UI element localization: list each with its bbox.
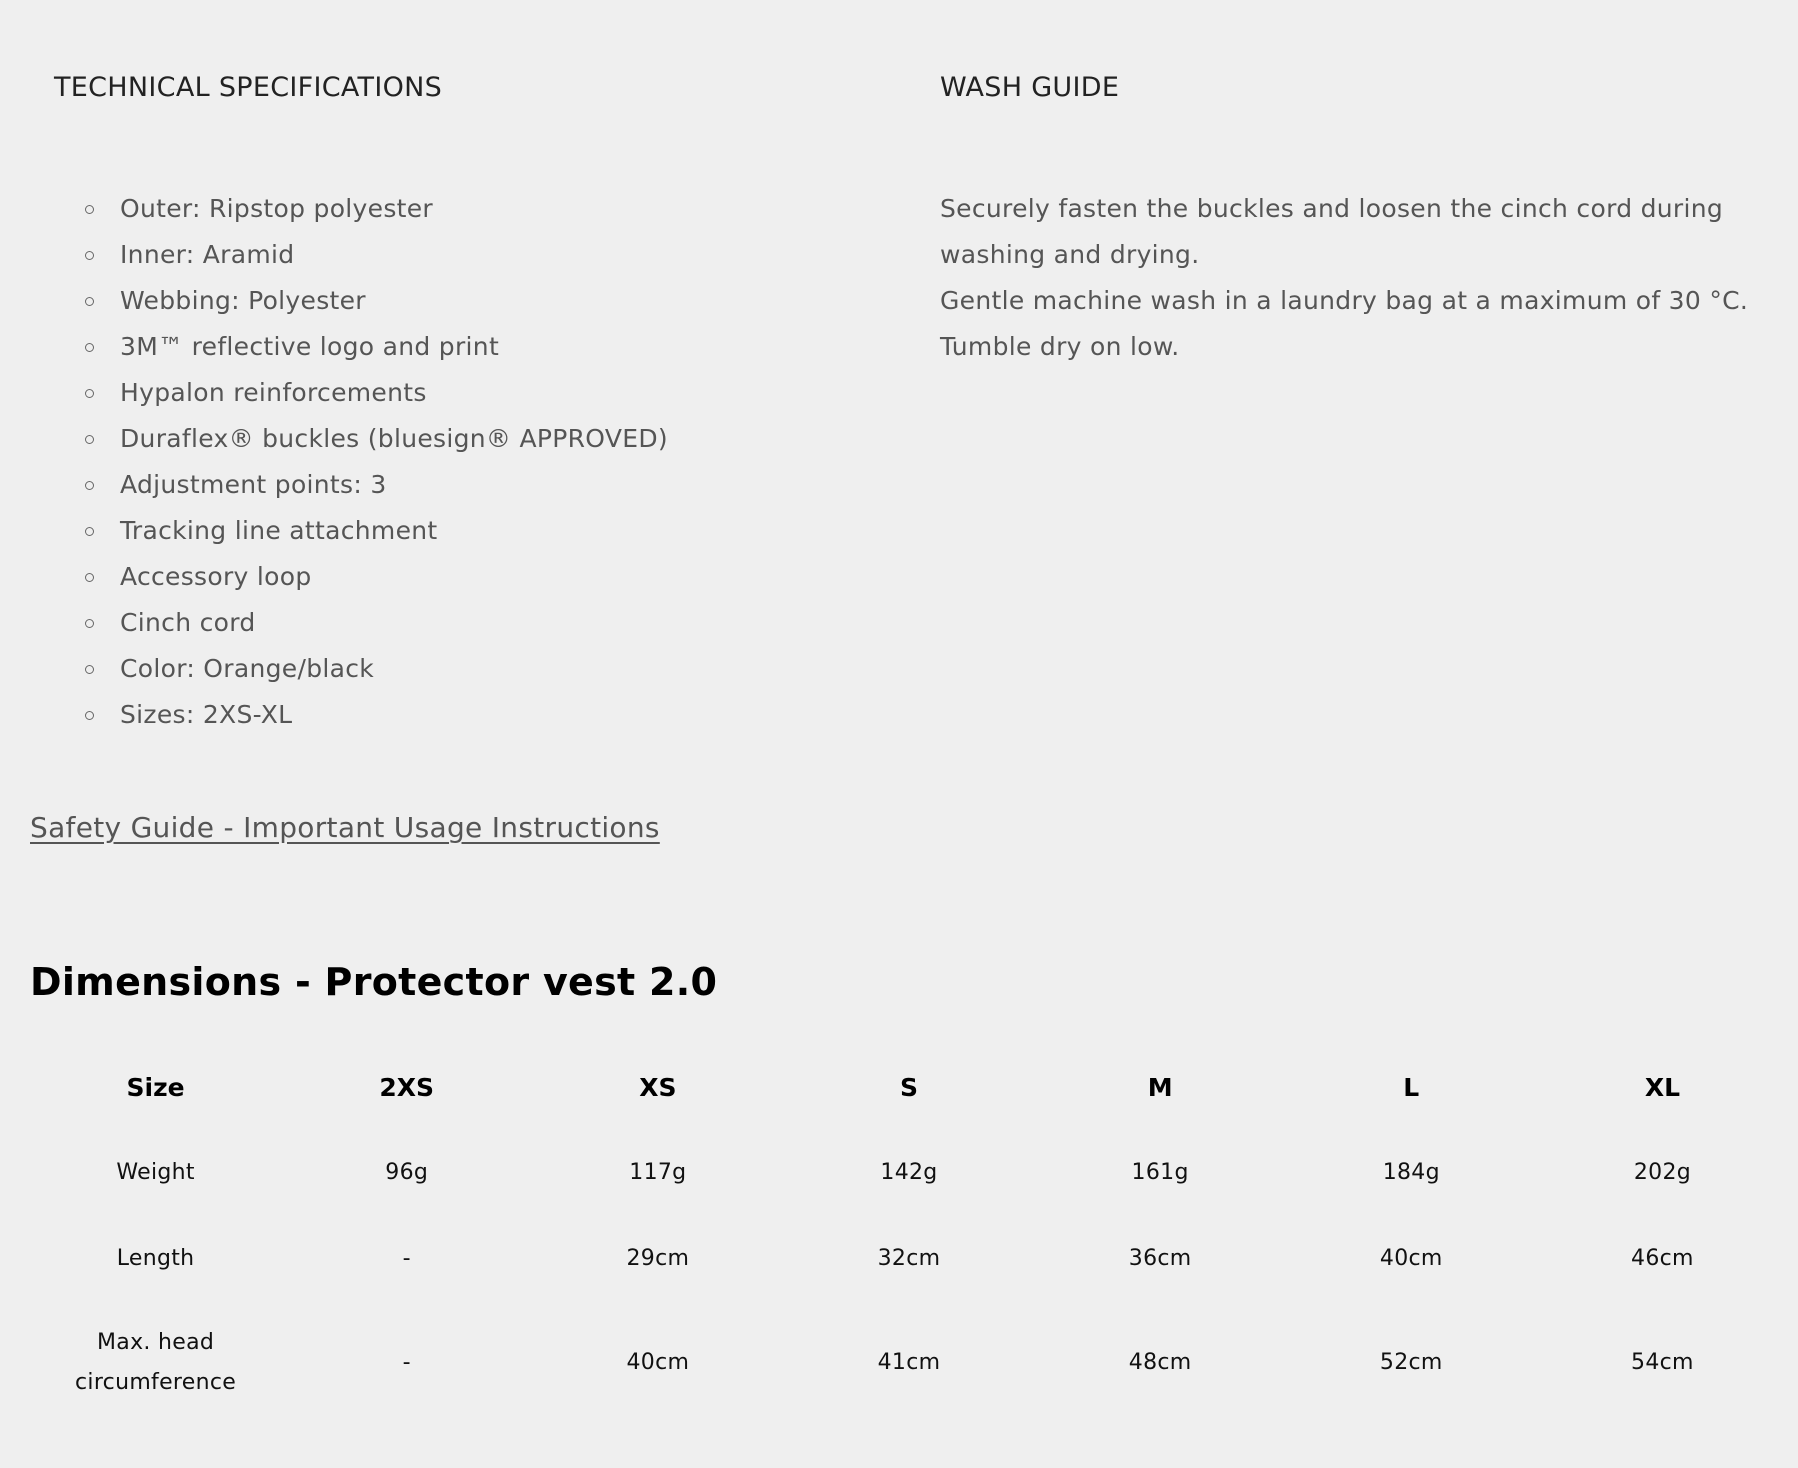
wash-guide-line: Tumble dry on low. [940, 332, 1180, 361]
table-cell: 117g [629, 1160, 687, 1185]
table-cell: 142g [880, 1160, 938, 1185]
wash-guide-line: Securely fasten the buckles and loosen the cinch cord during washing and drying. [940, 194, 1724, 269]
circle-bullet-icon [85, 389, 94, 398]
column-header: 2XS [379, 1072, 435, 1102]
table-cell: 48cm [1128, 1350, 1192, 1375]
circle-bullet-icon [85, 481, 94, 490]
column-header: L [1403, 1072, 1420, 1102]
specifications-list [85, 186, 845, 738]
list-item [85, 370, 845, 416]
row-label: Max. head circumference [75, 1330, 237, 1395]
list-item [85, 508, 845, 554]
wash-guide-title: WASH GUIDE [940, 72, 1120, 103]
list-item [85, 416, 845, 462]
wash-guide-line: Gentle machine wash in a laundry bag at a maximum of 30 °C. [940, 286, 1749, 315]
table-cell: 202g [1633, 1160, 1691, 1185]
list-item [85, 232, 845, 278]
list-item [85, 324, 845, 370]
column-header: XL [1644, 1072, 1681, 1102]
column-header: S [899, 1072, 918, 1102]
spec-text: Tracking line attachment [120, 516, 438, 545]
list-item [85, 600, 845, 646]
row-label: Length [116, 1246, 195, 1271]
spec-text: Color: Orange/black [120, 654, 375, 683]
table-cell: 40cm [626, 1350, 690, 1375]
column-header: XS [639, 1072, 677, 1102]
spec-text: Cinch cord [120, 608, 256, 637]
column-header: Size [126, 1072, 185, 1102]
technical-specifications-title: TECHNICAL SPECIFICATIONS [54, 72, 443, 103]
spec-text: Duraflex® buckles (bluesign® APPROVED) [120, 424, 668, 453]
list-item [85, 186, 845, 232]
table-header-row [30, 1048, 1788, 1126]
list-item [85, 278, 845, 324]
table-cell: - [402, 1350, 411, 1375]
dimensions-title: Dimensions - Protector vest 2.0 [30, 960, 718, 1004]
spec-text: Hypalon reinforcements [120, 378, 427, 407]
spec-text: Inner: Aramid [120, 240, 295, 269]
table-row [30, 1298, 1788, 1428]
circle-bullet-icon [85, 297, 94, 306]
table-cell: 96g [385, 1160, 429, 1185]
table-cell: 29cm [626, 1246, 690, 1271]
table-cell: 36cm [1128, 1246, 1192, 1271]
wash-guide-text [940, 186, 1760, 370]
list-item [85, 554, 845, 600]
spec-text: Sizes: 2XS-XL [120, 700, 293, 729]
circle-bullet-icon [85, 435, 94, 444]
spec-text: Outer: Ripstop polyester [120, 194, 434, 223]
dimensions-table [30, 1048, 1788, 1428]
spec-text: 3M™ reflective logo and print [120, 332, 500, 361]
row-label: Weight [116, 1160, 195, 1185]
table-cell: - [402, 1246, 411, 1271]
table-cell: 32cm [877, 1246, 941, 1271]
column-header: M [1147, 1072, 1173, 1102]
table-row [30, 1219, 1788, 1298]
table-row [30, 1126, 1788, 1219]
circle-bullet-icon [85, 251, 94, 260]
circle-bullet-icon [85, 205, 94, 214]
spec-text: Webbing: Polyester [120, 286, 366, 315]
circle-bullet-icon [85, 343, 94, 352]
table-cell: 184g [1382, 1160, 1440, 1185]
list-item [85, 692, 845, 738]
table-cell: 46cm [1631, 1246, 1694, 1271]
table-cell: 54cm [1631, 1350, 1694, 1375]
list-item [85, 462, 845, 508]
circle-bullet-icon [85, 573, 94, 582]
safety-guide-link[interactable]: Safety Guide - Important Usage Instructions [30, 811, 660, 844]
spec-text: Accessory loop [120, 562, 312, 591]
table-cell: 41cm [877, 1350, 941, 1375]
circle-bullet-icon [85, 711, 94, 720]
table-cell: 161g [1131, 1160, 1189, 1185]
circle-bullet-icon [85, 619, 94, 628]
table-cell: 52cm [1379, 1350, 1443, 1375]
table-cell: 40cm [1379, 1246, 1443, 1271]
list-item [85, 646, 845, 692]
circle-bullet-icon [85, 665, 94, 674]
circle-bullet-icon [85, 527, 94, 536]
spec-text: Adjustment points: 3 [120, 470, 387, 499]
